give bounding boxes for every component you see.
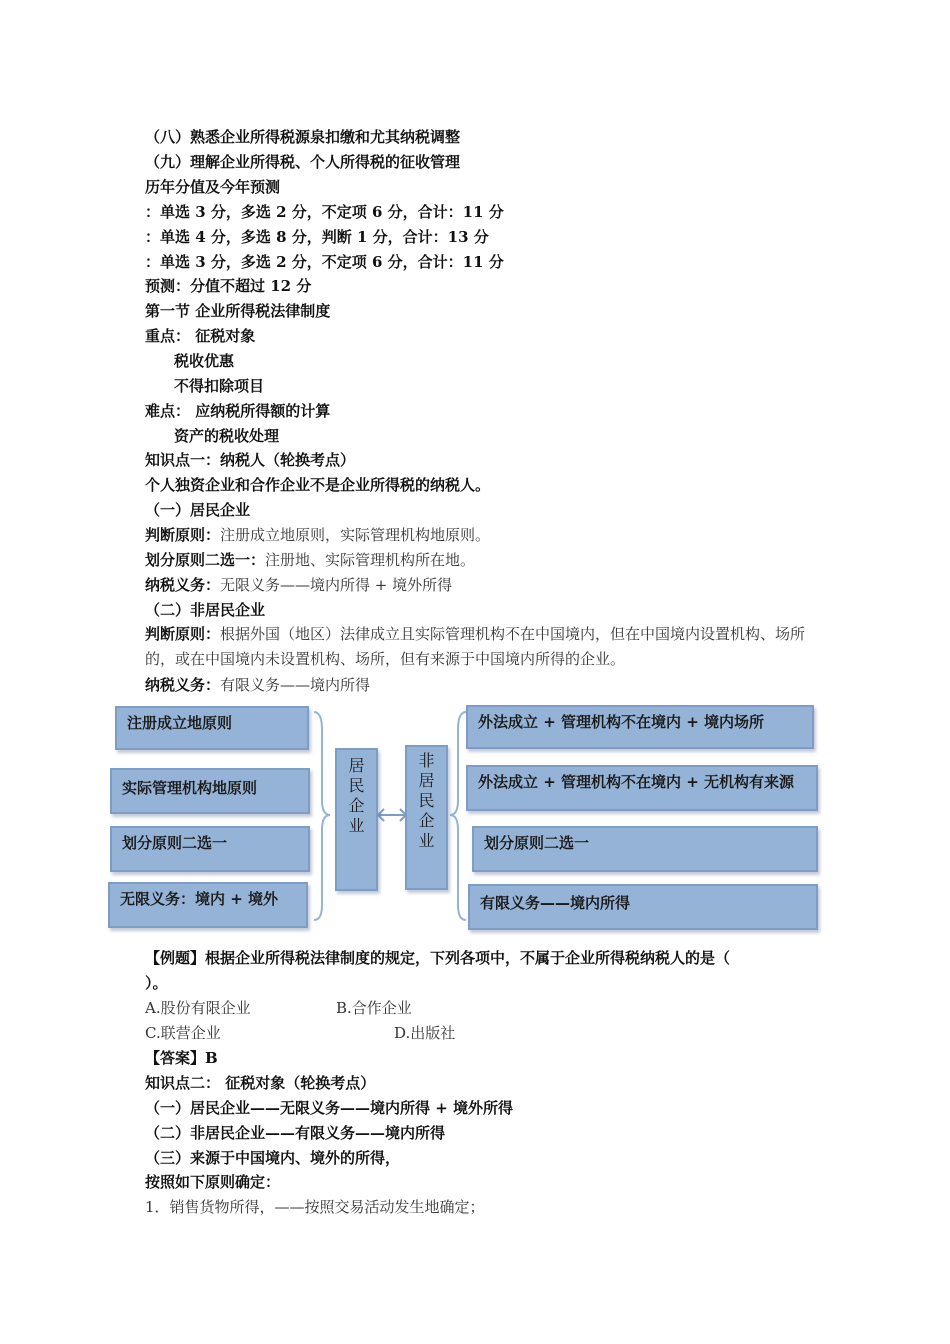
option-a: A.股份有限企业 [145, 999, 251, 1017]
char: 非 [418, 751, 435, 770]
rule-label: 纳税义务： [145, 676, 221, 694]
diagram-box-left: 实际管理机构地原则 [110, 768, 310, 814]
text-line: （二）非居民企业——有限义务——境内所得 [145, 1124, 446, 1142]
option-d: D.出版社 [394, 1024, 456, 1042]
text-line: （九）理解企业所得税、个人所得税的征收管理 [145, 153, 461, 171]
char: 企 [418, 811, 435, 830]
text-line: 资产的税收处理 [174, 427, 280, 445]
diagram-box-right: 外法成立 + 管理机构不在境内 + 境内场所 [466, 705, 814, 749]
rule-text: 根据外国（地区）法律成立且实际管理机构不在中国境内，但在中国境内设置机构、场所的，或在中国境内未设置机构、场所，但有来源于中国境内所得的企业。 [145, 625, 806, 668]
option-c: C.联营企业 [145, 1024, 221, 1042]
diagram-box-left: 无限义务：境内 + 境外 [108, 882, 308, 928]
diagram-box-left: 注册成立地原则 [115, 706, 309, 750]
rule-text: 无限义务——境内所得 + 境外所得 [220, 576, 453, 594]
nonresident-enterprise-box [405, 745, 448, 890]
text-line: ：单选 3 分，多选 2 分，不定项 6 分，合计：11 分 [145, 253, 504, 271]
char: 业 [418, 831, 435, 850]
answer: 【答案】B [145, 1049, 218, 1067]
knowledge-point-heading: 知识点二： 征税对象（轮换考点） [145, 1074, 376, 1092]
char: 企 [348, 796, 365, 815]
char: 民 [418, 791, 435, 810]
rule-label: 判断原则： [145, 526, 221, 544]
char: 民 [348, 776, 365, 795]
rule-text: 注册成立地原则，实际管理机构地原则。 [220, 526, 491, 544]
char: 业 [348, 816, 365, 835]
char: 居 [348, 756, 365, 775]
text-line: 税收优惠 [174, 352, 235, 370]
diagram-box-right: 划分原则二选一 [472, 826, 818, 872]
text-line: （八）熟悉企业所得税源泉扣缴和尤其纳税调整 [145, 128, 461, 146]
rule-label: 纳税义务： [145, 576, 221, 594]
text-line: 按照如下原则确定： [145, 1173, 281, 1191]
diagram-box-right: 有限义务——境内所得 [468, 884, 818, 930]
option-b: B.合作企业 [336, 999, 412, 1017]
example-question: 【例题】根据企业所得税法律制度的规定，下列各项中，不属于企业所得税纳税人的是（ [145, 949, 731, 967]
text-line: 难点： 应纳税所得额的计算 [145, 402, 331, 420]
rule-text: 注册地、实际管理机构所在地。 [265, 551, 476, 569]
knowledge-point-heading: 知识点一：纳税人（轮换考点） [145, 451, 356, 469]
text-line: 重点： 征税对象 [145, 327, 256, 345]
text-line: ：单选 4 分，多选 8 分，判断 1 分，合计：13 分 [145, 228, 489, 246]
rule-label: 划分原则二选一： [145, 551, 266, 569]
text-line: 预测：分值不超过 12 分 [145, 277, 312, 295]
char: 居 [418, 771, 435, 790]
diagram-box-left: 划分原则二选一 [110, 826, 310, 872]
rule-label: 判断原则： [145, 625, 221, 643]
subsection-heading: （二）非居民企业 [145, 601, 266, 619]
section-heading: 第一节 企业所得税法律制度 [145, 302, 331, 320]
rule-text: 有限义务——境内所得 [220, 676, 371, 694]
example-question-cont: ）。 [145, 974, 168, 992]
text-line: （一）居民企业——无限义务——境内所得 + 境外所得 [145, 1099, 514, 1117]
subsection-heading: （一）居民企业 [145, 501, 251, 519]
text-line: 个人独资企业和合作企业不是企业所得税的纳税人。 [145, 476, 491, 494]
text-line: 1．销售货物所得，——按照交易活动发生地确定； [145, 1198, 485, 1216]
diagram-box-right: 外法成立 + 管理机构不在境内 + 无机构有来源 [466, 765, 818, 811]
text-line: 不得扣除项目 [174, 377, 265, 395]
text-line: ：单选 3 分，多选 2 分，不定项 6 分，合计：11 分 [145, 203, 504, 221]
resident-enterprise-box [335, 748, 378, 891]
text-line: 历年分值及今年预测 [145, 178, 281, 196]
text-line: （三）来源于中国境内、境外的所得， [145, 1149, 401, 1167]
